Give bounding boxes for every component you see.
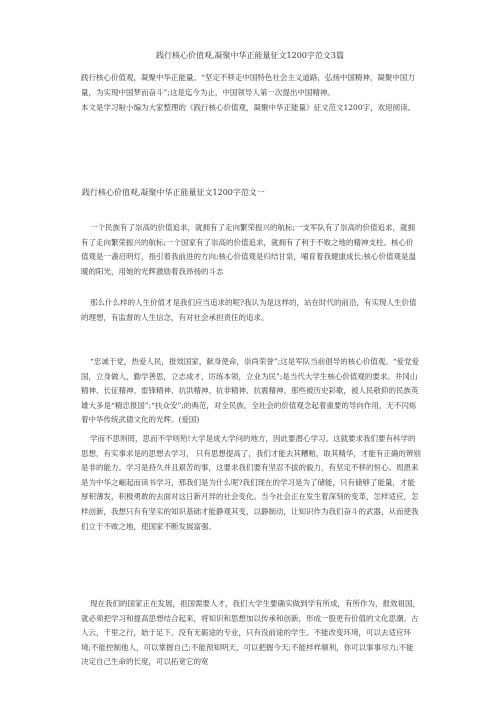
body-paragraph: 一个民族有了崇高的价值追求，就拥有了走向繁荣振兴的航标;一支军队有了崇高的价值追求，就拥有了走向繁荣振兴的航标;一个国家有了崇高的价值追求，就拥有了利于不败之地的精神支柱。核心价值观是一盏启明灯，指引着我前进的方向;核心价值观是归结甘泉，哺育着我健康成长;核心价值观是温暖的阳光，用她的光辉激励着我昂扬的斗志: [81, 223, 417, 276]
intro-paragraph: 本文是学习啦小编为大家整理的《践行核心价值观，凝聚中华正能量》征文范文1200字，欢迎阅读。: [81, 103, 416, 113]
body-paragraph: 现在我们的国家正在发展，祖国需要人才，我们大学生要确实做到学有所成，有所作为，报效祖国，就必须把学习和提高思想结合起来，将知识和思想加以传承和创新，形成一股更有价值的文化思潮。古人云，千里之行，始于足下。没有无砺途的专业，只有没前途的学生。不能改变环境，可以去适应环境;不能控制他人，可以掌握自己;不能预知明天，可以把握今天;不能样样顺利，你可以事事尽力;不能决定自己生命的长度，可以拓宽它的宽: [81, 599, 420, 667]
body-paragraph: 学而不思则罔，思而不学则殆!大学是成大学问的地方，因此要潜心学习。这就要求我们要有科学的思想，有实事求是的思想去学习， 只有思想提高了，我们才能去其糟粕，取其精华，才能有正确的辨别是非的能力。学习是持久并且艰苦的事，这要求我们要有坚忍不拔的毅力，有坚定不移的恒心。周恩来是为中华之崛起而读书学习，那我们是为什么呢?我们现在的学习是为了储能，只有储够了能量，才能厚积薄发，积极勇敢的去面对这日新月异的社会变化。当今社会正在发生着深刻的变革，怎样适应，怎样创新，我想只有有坚实的知识基础才能静观其变，以静制动，让知识作为我们奋斗的武器，从而使我们立于不败之地，使国家不断发展富强。: [81, 434, 421, 531]
intro-paragraph: 践行核心价值观，凝聚中华正能量。“坚定不移走中国特色社会主义道路，弘扬中国精神，凝聚中国力量，为实现中国梦而奋斗”;这是迄今为止，中国领导人第一次提出中国精神。: [81, 73, 415, 98]
body-paragraph: “忠诚于党，热爱人民，报效国家，献身使命，崇尚荣誉”;这是军队当前倡导的核心价值观。“爱党爱国，立身做人，勤学善思，立志成才，厉练本领，立业为民”;是当代大学生核心价值观的要求。井冈山精神、长征精神、雷锋精神、抗洪精神、抗非精神、抗震精神、那些被历史彩歌，被人民敬仰的民族英雄大多是“精忠报国”;“扶众安”;的典范，对全民族、全社会的价值观念起着重要的导向作用，无不闪烁着中华传统武德文化的光辉。(爱国): [81, 357, 420, 425]
intro-block: [81, 70, 421, 116]
section-title: 践行核心价值观,凝聚中华正能量征文1200字范文一: [82, 188, 265, 197]
document-title: 践行核心价值观,凝聚中华正能量征文1200字范文3篇: [156, 51, 344, 60]
body-paragraph: 那么什么样的人生价值才是我们应当追求的呢?我认为是这样的，站在时代的前沿，有实现人生价值的理想，有监督的人生信念，有对社会承担责任的追求。: [81, 298, 417, 322]
